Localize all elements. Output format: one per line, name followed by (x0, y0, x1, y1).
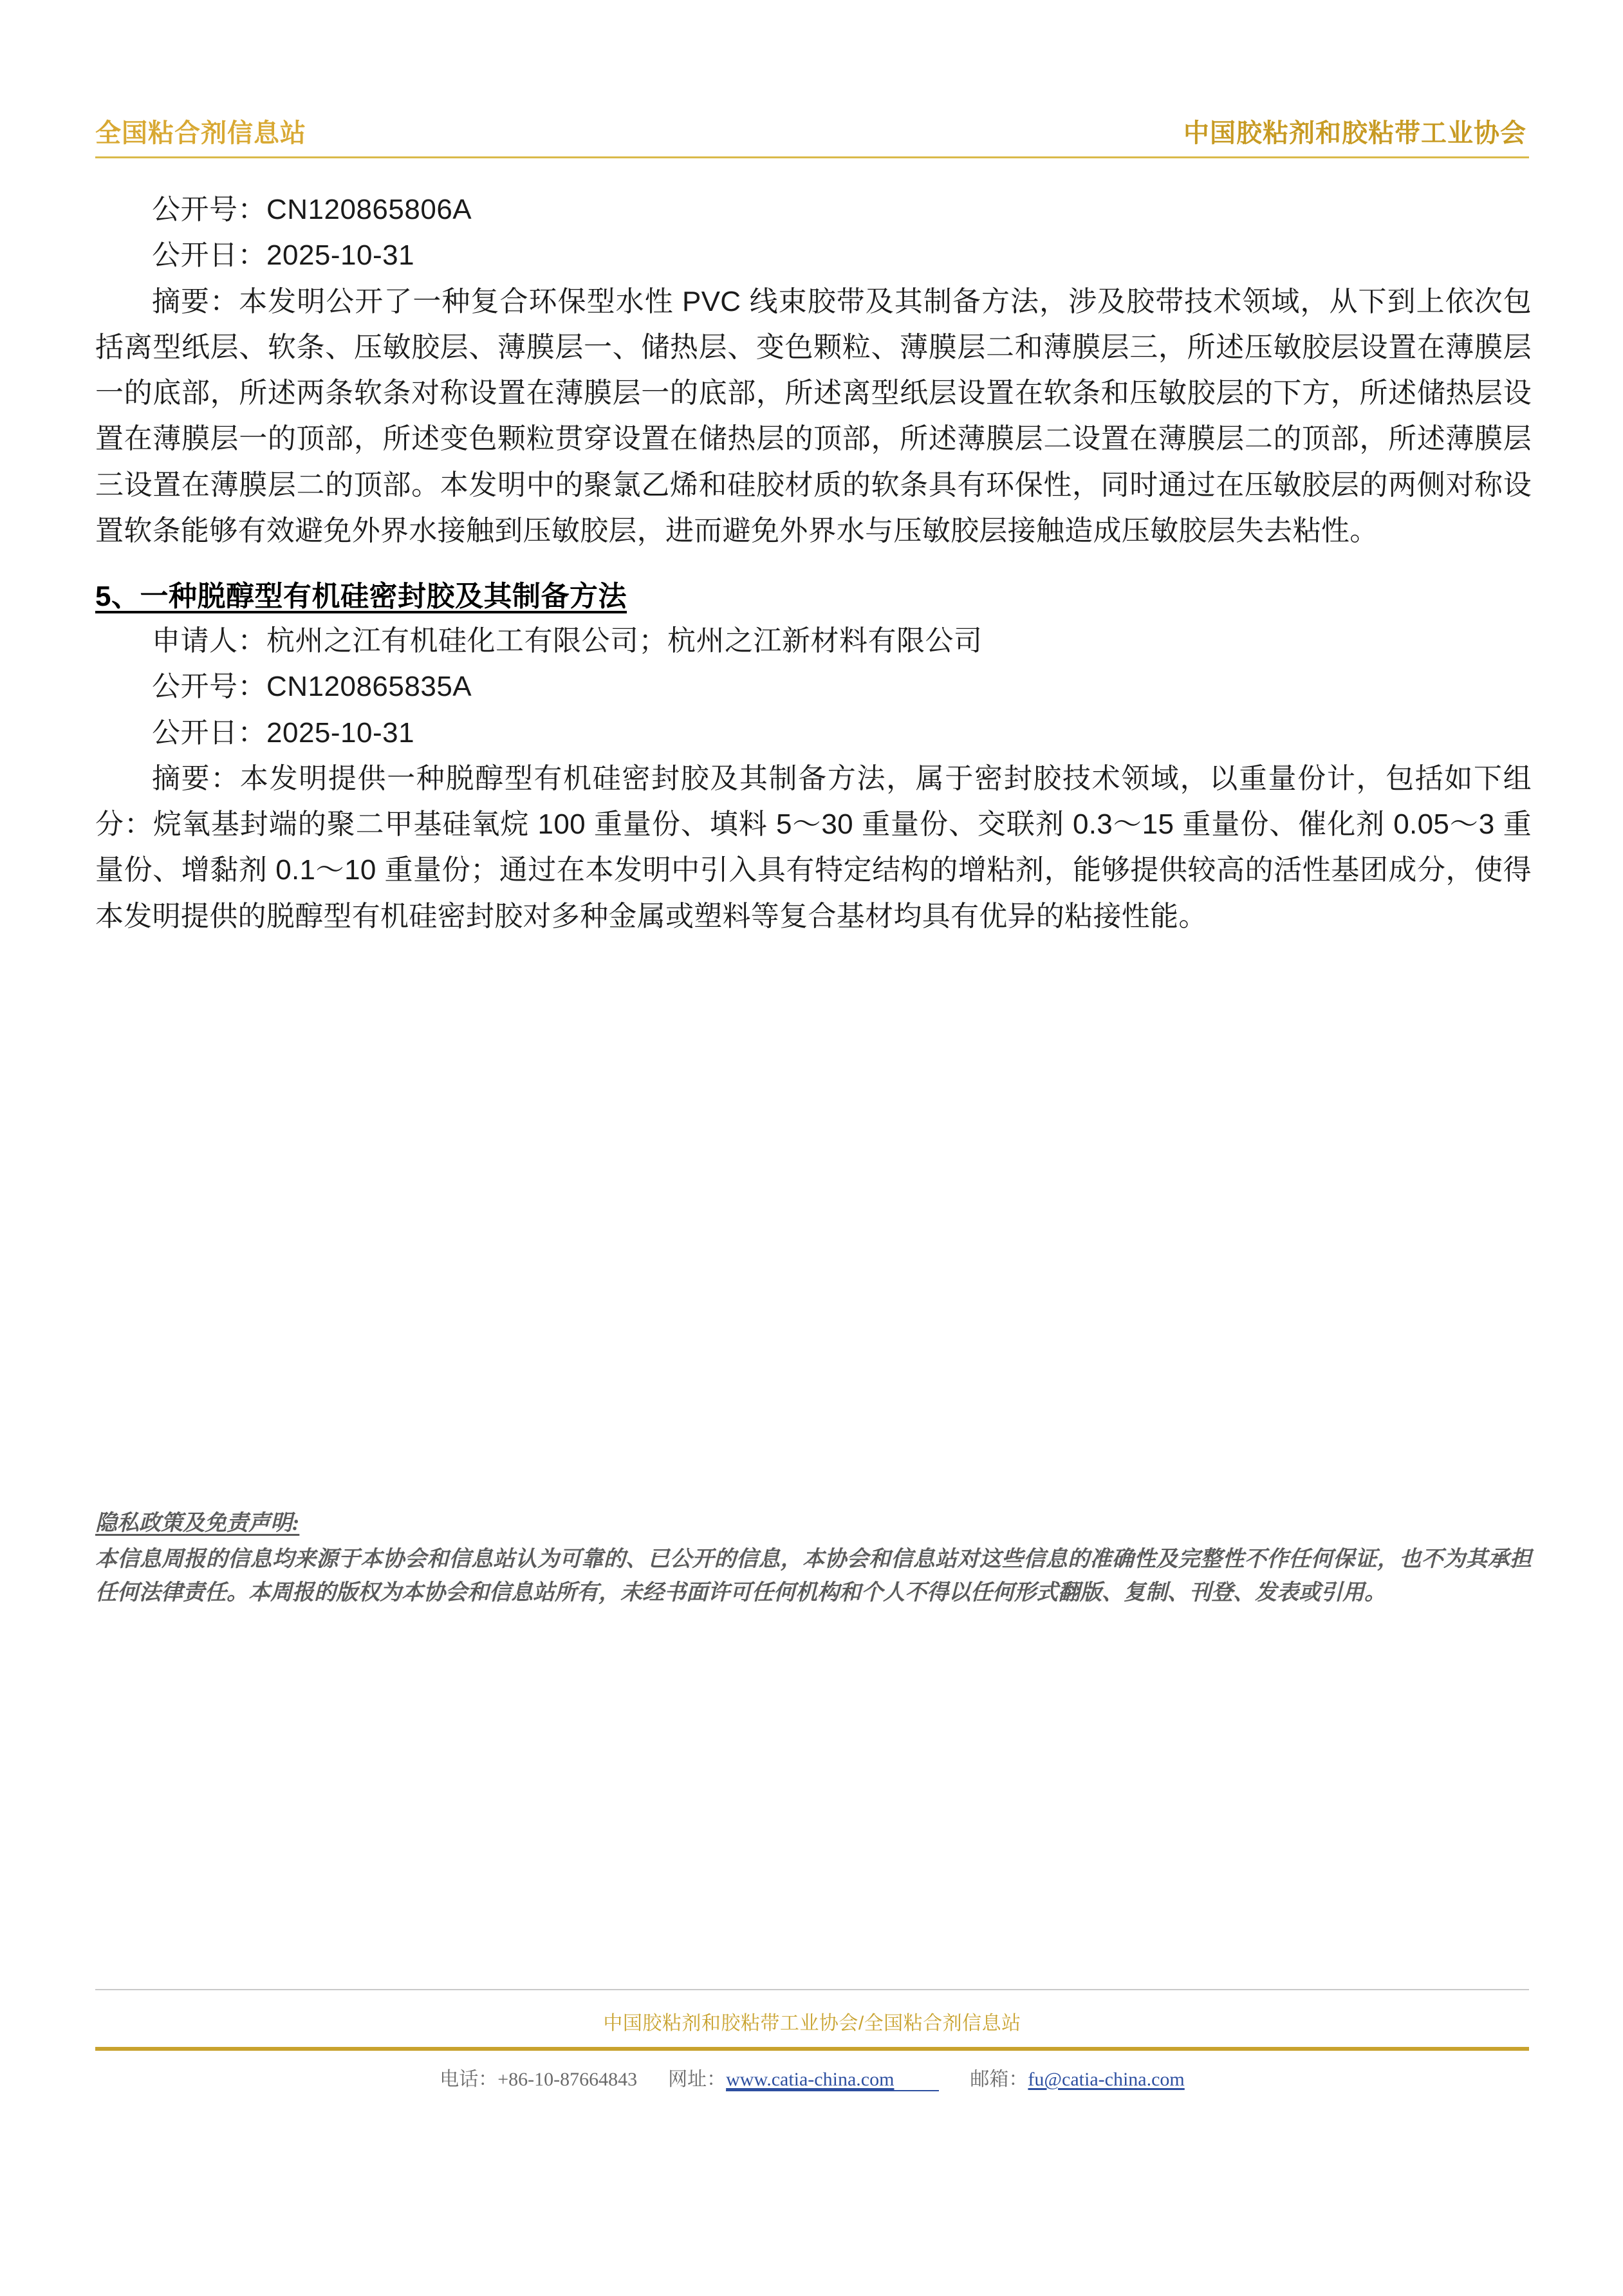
entry-5-applicant: 申请人：杭州之江有机硅化工有限公司；杭州之江新材料有限公司 (152, 625, 983, 657)
prev-entry-publication-number: 公开号：CN120865806A (152, 194, 472, 225)
header-divider (95, 156, 1529, 158)
entry-5-title-text: 5、一种脱醇型有机硅密封胶及其制备方法 (95, 581, 627, 613)
disclaimer-text: 本信息周报的信息均来源于本协会和信息站认为可靠的、已公开的信息，本协会和信息站对这些信息的准确性及完整性不作任何保证，也不为其承担任何法律责任。本周报的版权为本协会和信息站所有，未经书面许可任何机构和个人不得以任何形式翻版、复制、刊登、发表或引用。 (95, 1547, 1532, 1605)
footer-website-link[interactable]: www.catia-china.com (726, 2069, 939, 2091)
page-header (95, 113, 1529, 149)
footer-email-link[interactable]: fu@catia-china.com (1028, 2069, 1185, 2090)
entry-5-publication-date: 公开日：2025-10-31 (152, 716, 415, 749)
footer-website-label: 网址： (668, 2069, 727, 2090)
footer-email (970, 2063, 1184, 2091)
header-right-title: 中国胶粘剂和胶粘带工业协会 (1183, 119, 1526, 147)
footer-phone: 电话：+86-10-87664843 (440, 2069, 638, 2090)
footer-website (668, 2063, 939, 2091)
footer-organization: 中国胶粘剂和胶粘带工业协会/全国粘合剂信息站 (603, 2013, 1021, 2034)
prev-entry-abstract: 摘要：本发明公开了一种复合环保型水性 PVC 线束胶带及其制备方法，涉及胶带技术领域，从下到上依次包括离型纸层、软条、压敏胶层、薄膜层一、储热层、变色颗粒、薄膜层二和薄膜层三，所述压敏胶层设置在薄膜层一的底部，所述两条软条对称设置在薄膜层一的底部，所述离型纸层设置在软条和压敏胶层的下方，所述储热层设置在薄膜层一的顶部，所述变色颗粒贯穿设置在储热层的顶部，所述薄膜层二设置在薄膜层二的顶部，所述薄膜层三设置在薄膜层二的顶部。本发明中的聚氯乙烯和硅胶材质的软条具有环保性，同时通过在压敏胶层的两侧对称设置软条能够有效避免外界水接触到压敏胶层，进而避免外界水与压敏胶层接触造成压敏胶层失去粘性。 (95, 285, 1532, 546)
prev-entry-publication-date: 公开日：2025-10-31 (152, 239, 415, 272)
entry-5-title (95, 573, 1532, 614)
footer-accent-bar (95, 2047, 1529, 2051)
entry-5-publication-number: 公开号：CN120865835A (152, 671, 472, 703)
footer-divider (95, 1989, 1529, 1990)
footer-email-label: 邮箱： (970, 2069, 1028, 2090)
entry-5-abstract: 摘要：本发明提供一种脱醇型有机硅密封胶及其制备方法，属于密封胶技术领域，以重量份计，包括如下组分：烷氧基封端的聚二甲基硅氧烷 100 重量份、填料 5～30 重量份、交联剂 0.3～15 重量份、催化剂 0.05～3 重量份、增黏剂 0.1～10 重量份；通过在本发明中引入具有特定结构的增粘剂，能够提供较高的活性基团成分，使得本发明提供的脱醇型有机硅密封胶对多种金属或塑料等复合基材均具有优异的粘接性能。 (95, 762, 1532, 932)
disclaimer-title: 隐私政策及免责声明: (95, 1511, 300, 1535)
document-content (95, 187, 1532, 939)
header-left-title: 全国粘合剂信息站 (95, 119, 306, 147)
disclaimer-block (95, 1505, 1532, 1609)
footer-contact (95, 2063, 1529, 2091)
